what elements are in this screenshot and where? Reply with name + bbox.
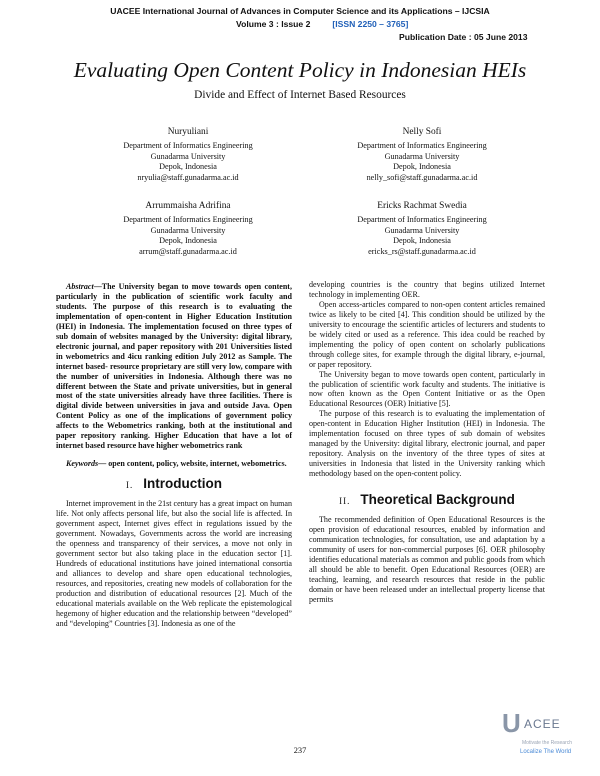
volume-issue: Volume 3 : Issue 2 — [236, 19, 311, 29]
author-location: Depok, Indonesia — [159, 236, 217, 246]
publication-date: Publication Date : 05 June 2013 — [399, 32, 528, 42]
theory-paragraph: The recommended definition of Open Educational Resources is the open provision of educational resources, enabled by information and communication technologies, for consultation, use and adaptation by a community of users for non-commercial purposes [6]. OER philosophy identifies educational materials as common and public goods from which all should be able to benefit. Open Educational Resources (OER) are teaching, learning, and research resources that reside in the public domain or have been released under an intellectual property license that permits — [309, 515, 545, 604]
author-email: arrum@staff.gunadarma.ac.id — [139, 247, 237, 257]
paragraph: Open access-articles compared to non-open content articles remained twice as likely to be cited [4]. This condition should be utilized by the university to encourage the scientific articles of lecturers and students to be widely cited or used as a reference. This idea could be reached by implementing the policy of open content on scholarly publications through college sites, for example through the digital library, e-journal, or paper repository. — [309, 299, 545, 369]
author-block-4 — [322, 201, 522, 258]
issn: [ISSN 2250 – 3765] — [332, 19, 409, 29]
section-title: Theoretical Background — [360, 492, 515, 508]
author-email: nelly_sofi@staff.gunadarma.ac.id — [366, 173, 478, 183]
journal-header: UACEE International Journal of Advances in Computer Science and its Applications – IJCSIA — [110, 6, 490, 16]
author-univ: Gunadarma University — [384, 225, 460, 235]
author-block-1 — [88, 127, 288, 184]
paragraph: developing countries is the country that begins utilized Internet technology in implementing OER. — [309, 280, 545, 299]
author-location: Depok, Indonesia — [393, 236, 451, 246]
author-block-3 — [88, 201, 288, 258]
section-heading-theoretical-background — [309, 492, 545, 508]
author-location: Depok, Indonesia — [393, 162, 451, 172]
intro-paragraph: Internet improvement in the 21st century has a great impact on human life. Not only affects personal life, but also the social life is affected. In government aspect, Internet gives effect in regulations issued by the government. Nowadays, Governments across the world are increasing the openness and transparency of their services, a move not only in government sector but also taking place in the education sector [1]. Hundreds of educational institutions have joined international consortia and alliances to develop and share open educational technologies, resources, and repositories, creating new models of collaboration for the production and distribution of educational resources [2]. Much of the educational materials available on the Web replicate the epistemological hegemony of higher education and the relationship between “developed” and “developing” Countries [3]. Indonesia as one of the — [56, 499, 292, 628]
section-number: II. — [339, 496, 351, 507]
logo-brand: ACEE — [524, 717, 561, 731]
author-name: Nelly Sofi — [402, 127, 442, 137]
section-number: I. — [126, 480, 134, 491]
section-title: Introduction — [143, 476, 222, 492]
keywords-text: open content, policy, website, internet, webometrics. — [106, 459, 287, 469]
paragraph: The University began to move towards open content, particularly in the publication of scientific work faculty and students. The initiative is now often known as the Open Content Initiative or as the Open Educational Resources (OER) Initiative [5]. — [309, 369, 545, 409]
paragraph: The purpose of this research is to evaluating the implementation of open-content in Education Higher Institution (HEI) in Indonesia. The implementation focused on three types of sub domain of websites managed by the University: digital library, electronic journal, and paper repository. Analysis on the inventory of the three types of sites at universities in Indonesia that listed in the University ranking which methodology based on the open-content policy. — [309, 409, 545, 479]
section-heading-introduction — [56, 476, 292, 492]
author-univ: Gunadarma University — [150, 225, 226, 235]
author-dept: Department of Informatics Engineering — [123, 214, 253, 224]
author-name: Ericks Rachmat Swedia — [377, 201, 467, 211]
author-univ: Gunadarma University — [384, 151, 460, 161]
paper-subtitle: Divide and Effect of Internet Based Resources — [194, 89, 406, 101]
author-dept: Department of Informatics Engineering — [357, 140, 487, 150]
uacee-logo — [498, 706, 590, 768]
left-column — [56, 282, 292, 629]
author-email: ericks_rs@staff.gunadarma.ac.id — [368, 247, 476, 257]
paper-title: Evaluating Open Content Policy in Indonesian HEIs — [73, 58, 527, 82]
author-email: nryulia@staff.gunadarma.ac.id — [137, 173, 239, 183]
volume-issn-line — [236, 19, 408, 29]
page-number: 237 — [293, 746, 307, 755]
author-univ: Gunadarma University — [150, 151, 226, 161]
abstract — [56, 282, 292, 451]
logo-tagline-2: Localize The World — [520, 749, 572, 755]
author-dept: Department of Informatics Engineering — [357, 214, 487, 224]
abstract-text: —The University began to move towards open content, particularly in the publication of scientific work faculty and students. The purpose of this research is to evaluating the implementation of open-content in Higher Education Institution (HEI) in Indonesia. The implementation focused on three types of sub domain of websites managed by the University: digital library, electronic journal, and paper repository with 201 Universities listed in webometrics and 4icu ranking edition July 2012 as Sample. The internet based- resource proprietary are still very low, compare with the number of universities in Indonesia. Although there was no different between the State and private universities, but in general most of the state universities already have three facilities. There is digital divide between universities in java and outside Java. Open Content Policy as one of the implications of government policy affects to the Webometrics ranking, both at the institutional and paper repository ranking. Higher Education that have a lot of internet based resource have higher webometrics rank — [56, 282, 292, 451]
author-dept: Department of Informatics Engineering — [123, 140, 253, 150]
author-name: Arrummaisha Adrifina — [145, 201, 231, 211]
author-location: Depok, Indonesia — [159, 162, 217, 172]
logo-mark: U — [502, 708, 521, 738]
author-block-2 — [322, 127, 522, 184]
logo-tagline-1: Motivate the Research — [522, 740, 573, 746]
right-column — [309, 280, 545, 605]
author-name: Nuryuliani — [167, 127, 209, 137]
abstract-label: Abstract — [66, 282, 94, 291]
keywords-label: Keywords— — [66, 459, 107, 469]
keywords — [56, 459, 292, 469]
